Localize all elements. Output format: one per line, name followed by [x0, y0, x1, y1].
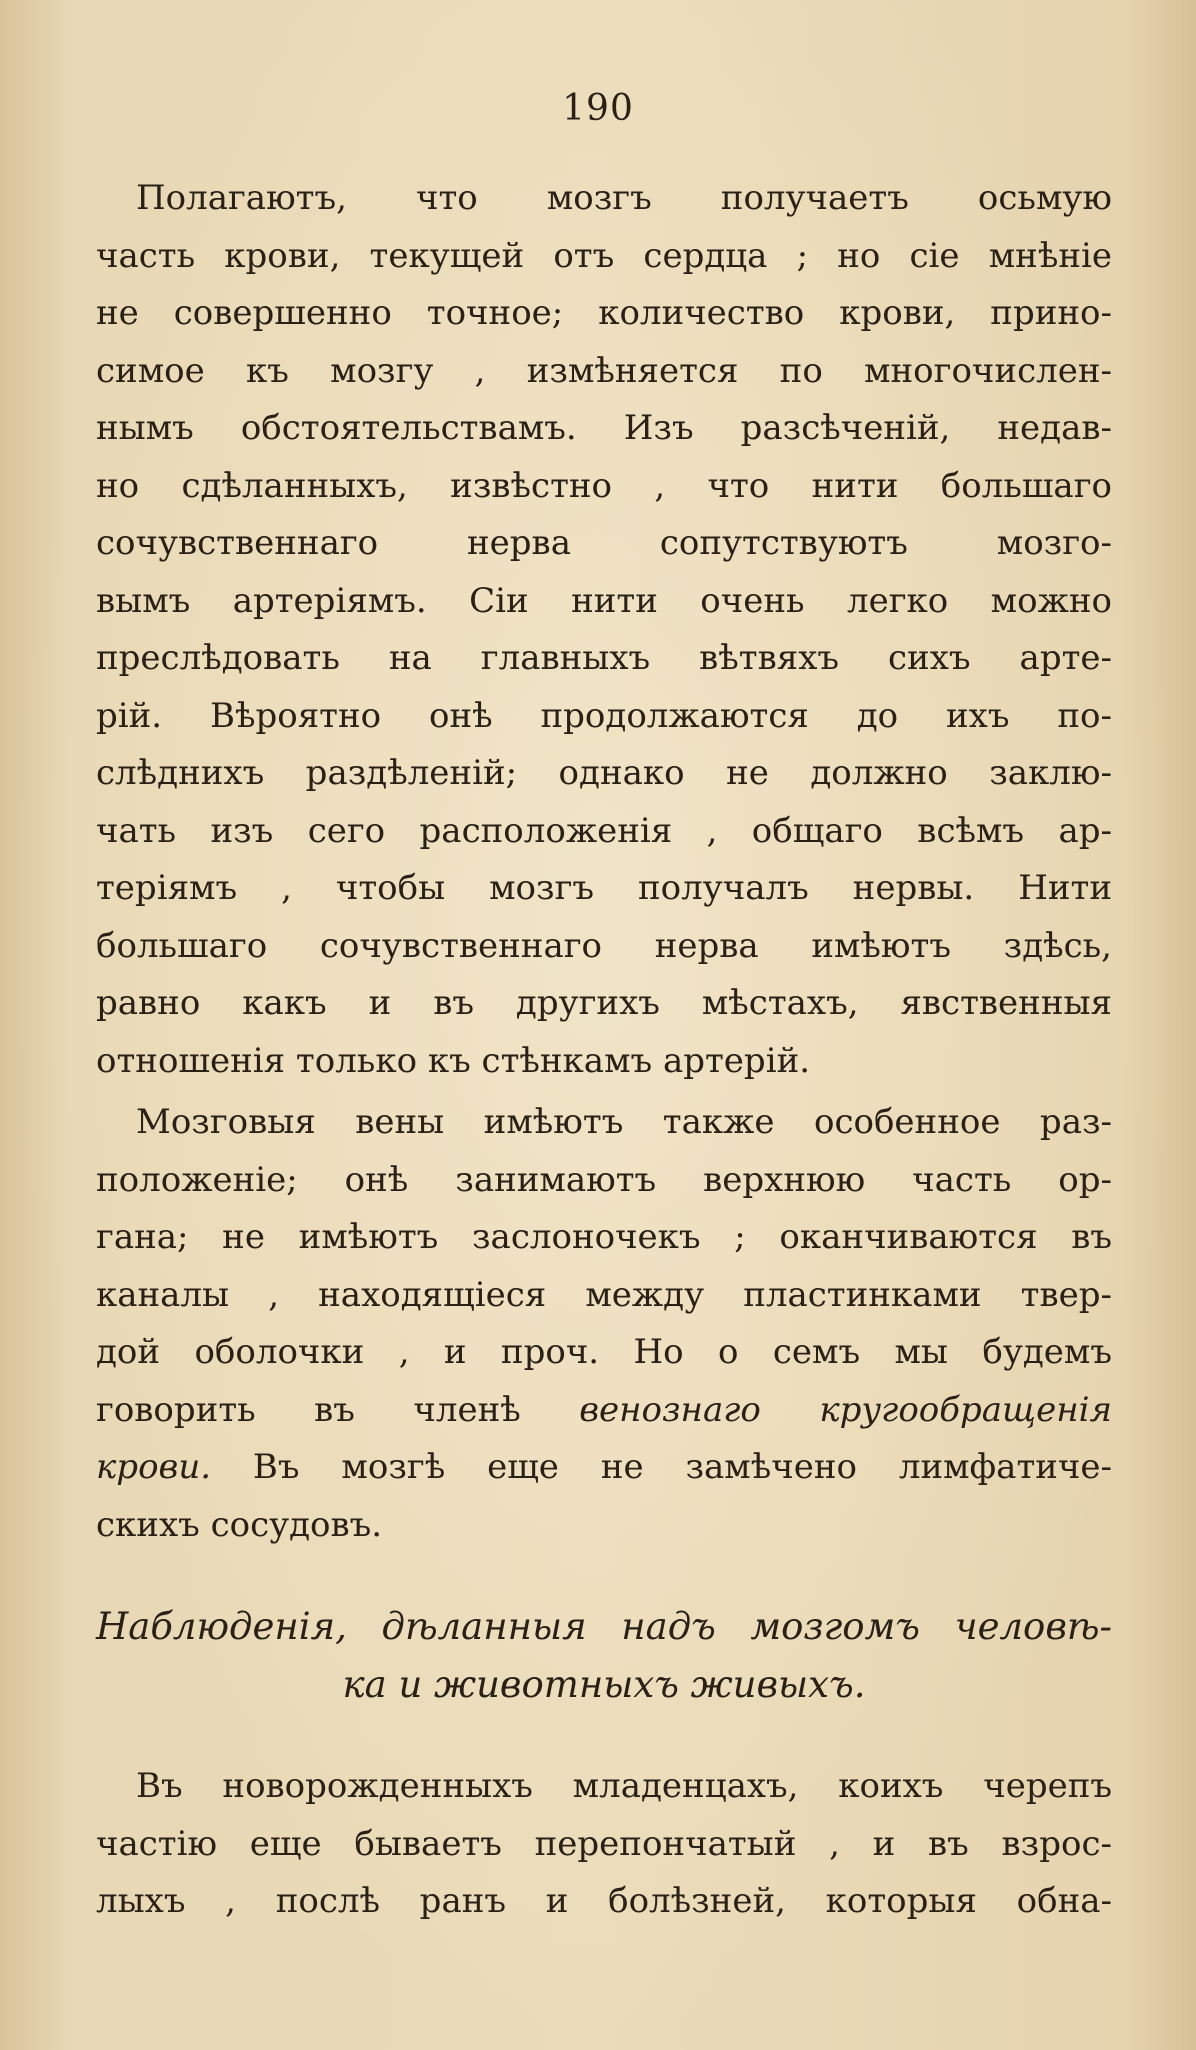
text-line: лыхъ , послѣ ранъ и болѣзней, которыя обна-	[96, 1881, 1112, 1921]
italic-reference: крови.	[96, 1447, 212, 1487]
text-line: не совершенно точное; количество крови, прино-	[96, 293, 1112, 333]
paragraph-brain-blood	[96, 170, 1112, 1090]
text-line: отношенія только къ стѣнкамъ артерій.	[96, 1040, 811, 1081]
paragraph-brain-veins	[96, 1094, 1112, 1554]
text-line: гана; не имѣютъ заслоночекъ ; оканчиваются въ	[96, 1217, 1112, 1257]
text-line: равно какъ и въ другихъ мѣстахъ, явственныя	[96, 983, 1112, 1023]
text-line: Мозговыя вены имѣютъ также особенное раз-	[136, 1102, 1112, 1142]
text-line	[96, 1382, 1112, 1440]
text-line: но сдѣланныхъ, извѣстно , что нити большаго	[96, 465, 1112, 506]
text-line: сочувственнаго нерва сопутствуютъ мозго-	[96, 523, 1112, 563]
section-heading	[96, 1598, 1112, 1714]
text-line: симое къ мозгу , измѣняется по многочислен-	[96, 350, 1112, 391]
text-line: дой оболочки , и проч. Но о семъ мы будемъ	[96, 1332, 1112, 1372]
paragraph-observations	[96, 1758, 1112, 1931]
text-line: положеніе; онѣ занимаютъ верхнюю часть ор-	[96, 1159, 1112, 1200]
heading-line: Наблюденія, дѣланныя надъ мозгомъ человѣ-	[96, 1605, 1112, 1648]
text-line: рій. Вѣроятно онѣ продолжаются до ихъ по-	[96, 695, 1112, 736]
text-line: скихъ сосудовъ.	[96, 1504, 383, 1545]
text-run: Въ мозгѣ еще не замѣчено лимфатиче-	[211, 1447, 1112, 1487]
text-line: большаго сочувственнаго нерва имѣютъ здѣсь,	[96, 925, 1112, 966]
italic-reference: венознаго кругообращенія	[579, 1389, 1112, 1430]
page-number: 190	[562, 88, 634, 129]
text-line	[96, 1439, 1112, 1497]
text-line: Полагаютъ, что мозгъ получаетъ осьмую	[136, 178, 1112, 218]
text-line: преслѣдовать на главныхъ вѣтвяхъ сихъ арте-	[96, 638, 1112, 678]
text-run: говорить въ членѣ	[96, 1389, 580, 1430]
text-line: слѣднихъ раздѣленій; однако не должно заклю-	[96, 753, 1112, 793]
text-line: вымъ артеріямъ. Сіи нити очень легко можно	[96, 580, 1112, 621]
text-line: нымъ обстоятельствамъ. Изъ разсѣченій, недав-	[96, 408, 1112, 448]
text-line: частію еще бываетъ перепончатый , и въ взрос-	[96, 1823, 1112, 1864]
text-line: часть крови, текущей отъ сердца ; но сіе мнѣніе	[96, 235, 1112, 276]
text-line: теріямъ , чтобы мозгъ получалъ нервы. Нити	[96, 868, 1112, 908]
text-line: Въ новорожденныхъ младенцахъ, коихъ черепъ	[136, 1766, 1112, 1806]
text-line: каналы , находящіеся между пластинками твер-	[96, 1274, 1112, 1315]
heading-line: ка и животныхъ живыхъ.	[342, 1663, 866, 1706]
text-line: чать изъ сего расположенія , общаго всѣмъ ар-	[96, 810, 1112, 851]
